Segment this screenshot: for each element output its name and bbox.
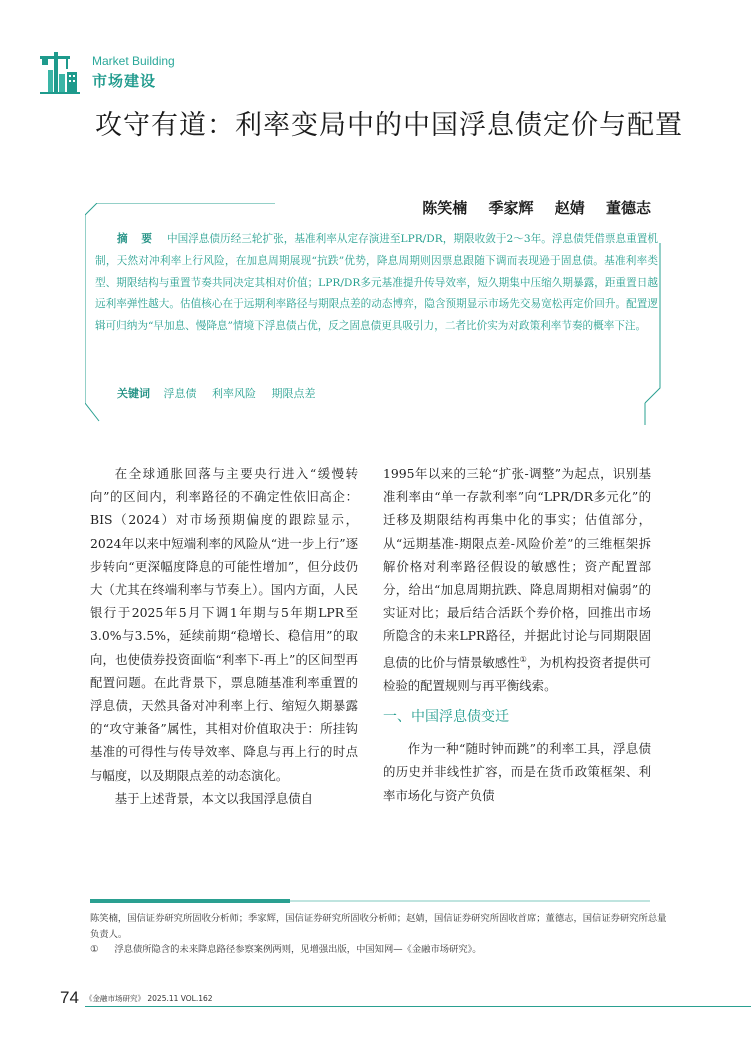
body-paragraph [383,462,651,697]
abstract-label: 摘 要 [117,233,157,245]
body-text: 1995年以来的三轮“扩张-调整”为起点，识别基准利率由“单一存款利率”向“LPR/DR多元化”的迁移及期限结构再集中化的事实；估值部分，从“远期基准-期限点差-风险价差”的三维框架拆解价格对利率路径假设的敏感性；资产配置部分，给出“加息周期抗跌、降息周期相对偏弱”的实证对比；最后结合活跃个券价格，回推出市场所隐含的未来LPR路径，并据此讨论与同期限固息债的比价与情景敏感性 [383,466,651,670]
footnote-text: 浮息债所隐含的未来降息路径参察案例两则，见增强出版，中国知网—《金融市场研究》。 [114,944,482,955]
keyword: 利率风险 [212,387,256,400]
body-paragraph: 在全球通胀回落与主要央行进入“缓慢转向”的区间内，利率路径的不确定性依旧高企：BIS（2024）对市场预期偏度的跟踪显示，2024年以来中短端利率的风险从“进一步上行”逐步转向“更深幅度降息的可能性增加”，但分歧仍大（尤其在终端利率与节奏上）。国内方面，人民银行于2025年5月下调1年期与5年期LPR至3.0%与3.5%，延续前期“稳增长、稳信用”的取向，也使债券投资面临“利率下-再上”的区间型再配置问题。在此背景下，票息随基准利率重置的浮息债，天然具备对冲利率上行、缩短久期暴露的“攻守兼备”属性，其相对价值取决于：所挂钩基准的可得性与传导效率、降息与再上行的时点与幅度，以及期限点差的动态演化。 [90,466,358,783]
footnotes [90,911,670,958]
body-column-right [383,462,651,807]
footnote [90,942,670,958]
author-name: 陈笑楠 [422,199,468,217]
keyword: 浮息债 [163,387,197,400]
crane-building-icon [40,50,88,94]
author-name: 董德志 [605,199,651,217]
journal-name: 《金融市场研究》 2025.11 VOL.162 [85,994,213,1003]
keyword: 期限点差 [271,387,316,400]
body-paragraph: 作为一种“随时钟而跳”的利率工具，浮息债的历史并非线性扩容，而是在货币政策框架、利率市场化与资产负债 [383,741,651,803]
section-brand-chinese: 市场建设 [92,72,157,90]
author-name: 季家辉 [488,199,534,217]
abstract-text: 中国浮息债历经三轮扩张，基准利率从定存演进至LPR/DR，期限收敛于2～3年。浮息债凭借票息重置机制，天然对冲利率上行风险，在加息周期展现“抗跌”优势，降息周期则因票息跟随下调而表现逊于固息债。基准利率类型、期限结构与重置节奏共同决定其相对价值；LPR/DR多元基准提升传导效率，短久期集中压缩久期暴露，距重置日越远利率弹性越大。估值核心在于远期利率路径与期限点差的动态博弈，隐含预期显示市场先交易宽松再定价回升。配置逻辑可归纳为“早加息、慢降息”情境下浮息债占优，反之固息债更具吸引力，二者比价实为对政策利率节奏的概率下注。 [95,233,658,333]
keywords-label: 关键词 [117,387,150,400]
abstract [95,229,658,338]
footnote-divider [90,899,650,903]
keywords [117,385,328,401]
author-name: 赵婧 [554,199,585,217]
body-text: ，为机构投资者提供可检验的配置规则与再平衡线索。 [383,654,652,693]
section-heading: 一、中国浮息债变迁 [383,709,509,726]
author-affiliation-note: 陈笑楠，国信证券研究所固收分析师；季家辉，国信证券研究所固收分析师；赵婧，国信证券研究所固收首席；董德志，国信证券研究所总量负责人。 [90,913,667,940]
footnote-number: ① [90,944,99,955]
footnote-ref[interactable]: ① [519,654,527,664]
article-title: 攻守有道：利率变局中的中国浮息债定价与配置 [95,110,683,141]
section-brand-english: Market Building [92,54,175,68]
page-number: 74 [60,988,79,1007]
footer-rule [85,1006,751,1007]
body-column-left [90,462,358,810]
body-paragraph: 基于上述背景，本文以我国浮息债自 [114,790,314,806]
